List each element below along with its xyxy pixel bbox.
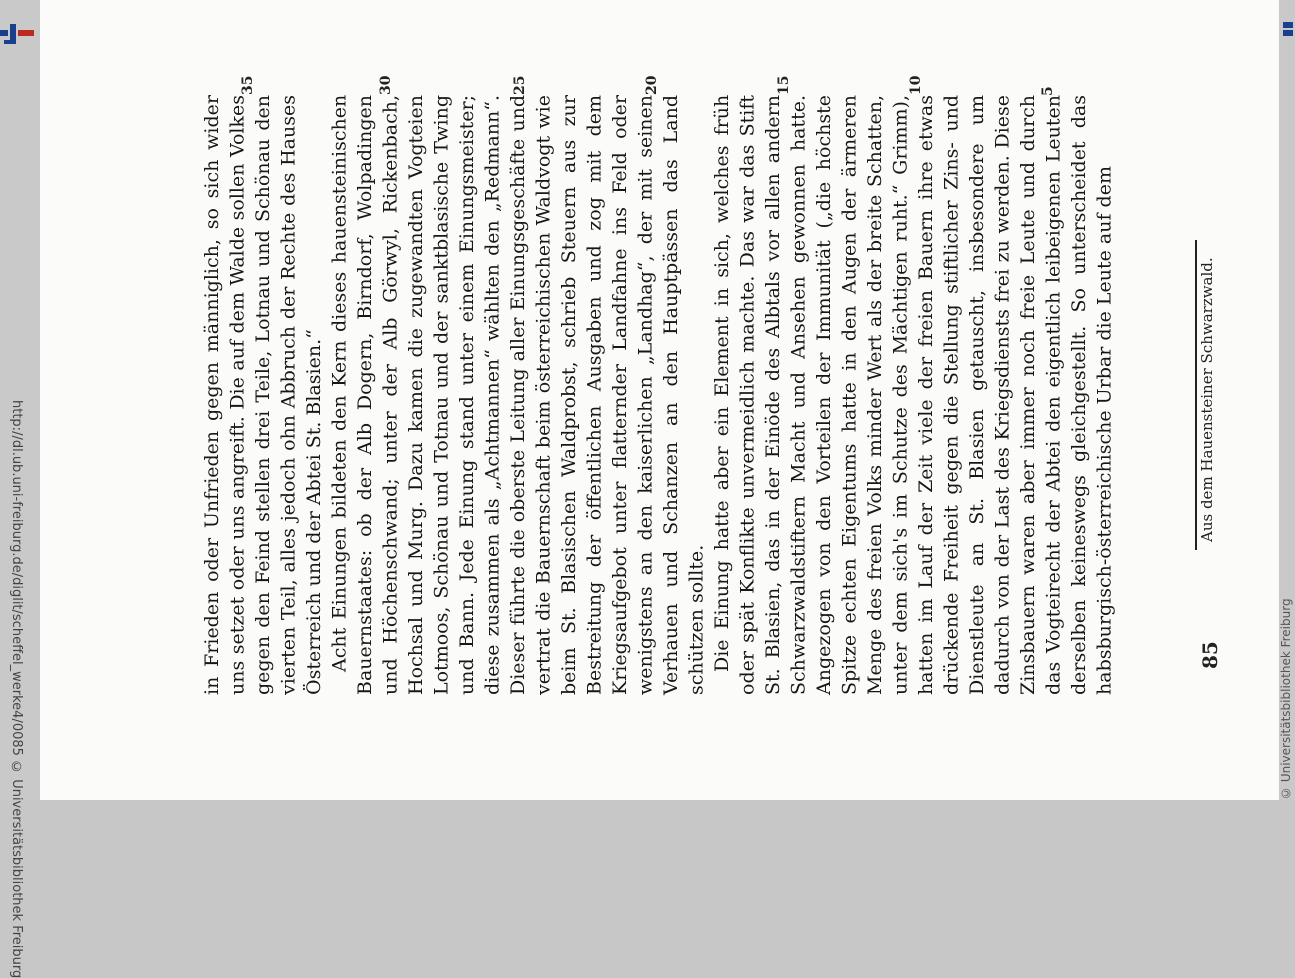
paragraph: Acht Einungen bildeten den Kern dieses hauensteinischen Bauernstaates: ob der Alb Dogern, Birndorf, Wolpadingen und Höchenschwand; unter der Alb Görwyl, Rickenbach, Hochsal und Murg. Dazu kamen die zugewandten Vogteien Lotmoos, Schönau und Totnau und der sanktblasische Twing und Bann. Jede Einung stand unter einem Einungsmeister; diese zusammen als „Achtmannen“ wählten den „Redmann“. Dieser führte die oberste Leitung aller Einungsgeschäfte und vertrat die Bauernschaft beim österreichischen Waldvogt wie beim St. Blasischen Waldprobst, schrieb Steuern aus zur Bestreitung der öffentlichen Ausgaben und zog mit dem Kriegsaufgebot unter flatternder Landfahne ins Feld oder wenigstens an den kaiserlichen „Landhag“, der mit seinen Verhauen und Schanzen an den Hauptpässen das Land schützen sollte. <box>328 95 708 695</box>
viewer-logo-icon <box>0 20 34 50</box>
source-url[interactable]: http://dl.ub.uni-freiburg.de/diglit/scheffel_werke4/0085 © Universitätsbibliothek Freiburg <box>9 400 24 978</box>
line-number: 5 <box>1040 86 1056 96</box>
line-number: 35 <box>240 75 256 95</box>
paragraph: in Frieden oder Unfrieden gegen männiglich, so sich wider uns setzet oder uns angreift. Die auf dem Walde sollen Volkes gegen den Feind stellen drei Teile, Lotnau und Schönau den vierten Teil, alles jedoch ohn Abbruch der Rechte des Hauses Österreich und der Abtei St. Blasien.“ <box>201 95 325 695</box>
line-number: 25 <box>512 75 528 95</box>
copyright-note: © Universitätsbibliothek Freiburg <box>1279 598 1293 800</box>
page-number: 85 <box>1198 641 1222 669</box>
line-number: 30 <box>378 75 394 95</box>
document-page <box>40 0 1279 800</box>
line-number: 15 <box>776 75 792 95</box>
viewer-logo-icon <box>1281 20 1295 40</box>
running-head: Aus dem Hauensteiner Schwarzwald. <box>1198 257 1216 543</box>
header-rule <box>1195 240 1197 550</box>
paragraph: Die Einung hatte aber ein Element in sich, welches früh oder spät Konflikte unvermeidlich machte. Das war das Stift St. Blasien, das in der Einöde des Albtals vor allen andern Schwarzwaldstiftern Macht und Ansehen gewonnen hatte. Angezogen von den Vorteilen der Immunität („die höchste Spitze echten Eigentums hatte in den Augen der ärmeren Menge des freien Volks minder Wert als der breite Schatten, unter dem sich's im Schutze des Mächtigen ruht.“ Grimm), hatten im Lauf der Zeit viele der freien Bauern ihre etwas drückende Freiheit gegen die Stellung stiftlicher Zins- und Dienstleute an St. Blasien getauscht, insbesondere um dadurch von der Last des Kriegsdiensts frei zu werden. Diese Zinsbauern waren aber immer noch freie Leute und durch das Vogteirecht der Abtei den eigentlich leibeigenen Leuten derselben keineswegs gleichgestellt. So unterscheidet das habsburgisch-österreichische Urbar die Leute auf dem <box>711 95 1116 695</box>
viewer-right-panel <box>1279 0 1295 800</box>
page-body-text <box>200 95 1275 695</box>
viewer-left-panel <box>0 0 40 978</box>
line-number: 20 <box>644 75 660 95</box>
line-number: 10 <box>908 75 924 95</box>
